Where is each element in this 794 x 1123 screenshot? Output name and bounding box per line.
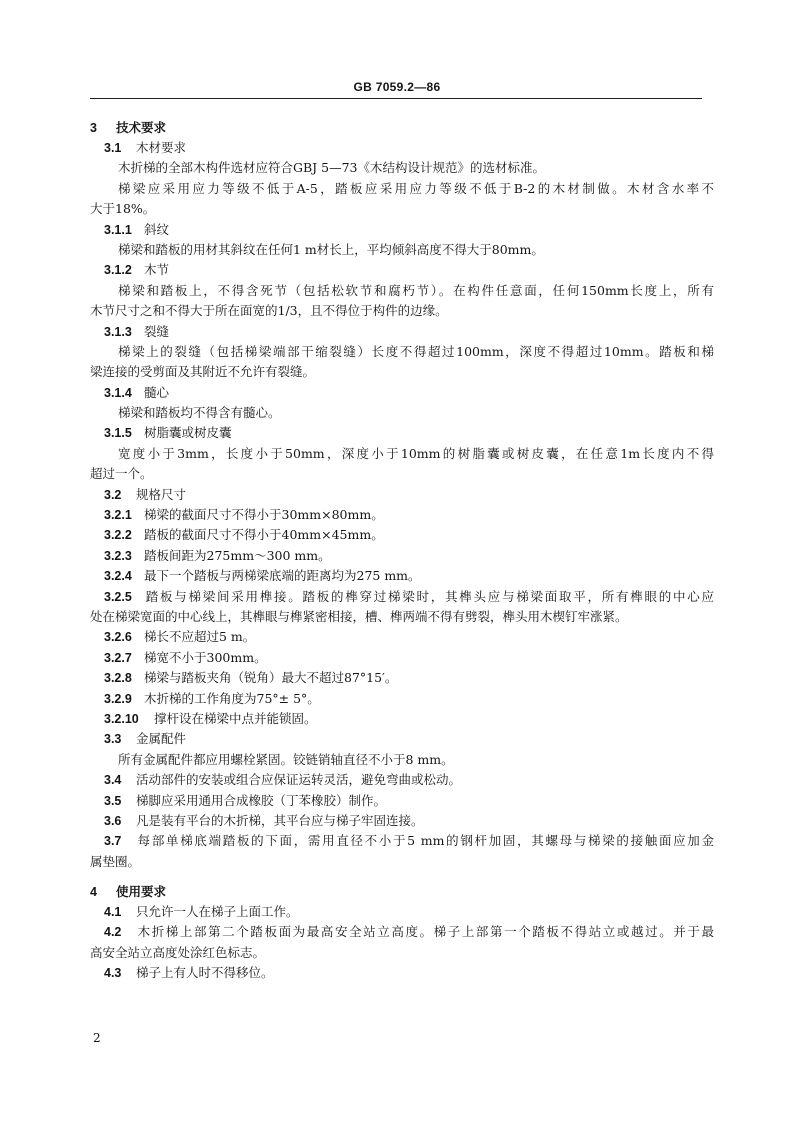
clause-text: 梯梁与踏板夹角（锐角）最大不超过87°15′。: [144, 670, 398, 686]
clause-text: 只允许一人在梯子上面工作。: [136, 904, 299, 920]
clause-text: 梯梁的截面尺寸不得小于30mm×80mm。: [144, 507, 384, 523]
body-text-line: [90, 943, 714, 963]
clause-text: 梯梁和踏板的用材其斜纹在任何1 m材长上，平均倾斜高度不得大于80mm。: [118, 241, 544, 257]
clause-number: 3.1: [104, 141, 122, 155]
clause-text: 梯宽不小于300mm。: [144, 649, 267, 665]
clause-number: 3: [90, 121, 97, 135]
clause-text: 木折梯上部第二个踏板面为最高安全站立高度。梯子上部第一个踏板不得站立或越过。并于最: [136, 924, 714, 940]
clause-number: 3.7: [104, 834, 122, 849]
body-text-line: [90, 362, 714, 382]
clause-text: 梁连接的受剪面及其附近不允许有裂缝。: [90, 364, 316, 380]
clause-number: 3.2.6: [104, 630, 132, 645]
clause-text: 斜纹: [144, 221, 170, 237]
body-text-line: [90, 342, 714, 362]
clause-number: 3.2.3: [104, 548, 132, 563]
clause-text: 树脂囊或树皮囊: [144, 425, 232, 441]
standard-code-header: GB 7059.2—86: [353, 80, 441, 94]
clause-text: 宽度小于3mm，长度小于50mm，深度小于10mm的树脂囊或树皮囊，在任意1m长度内不得: [118, 445, 714, 461]
clause-text: 凡是装有平台的木折梯，其平台应与梯子牢固连接。: [136, 812, 424, 828]
clause-line: [90, 729, 714, 749]
body-text-line: [90, 852, 714, 872]
clause-text: 梯梁应采用应力等级不低于A-5，踏板应采用应力等级不低于B-2的木材制做。木材含水率不: [118, 180, 714, 196]
clause-text: 活动部件的安装或组合应保证运转灵活，避免弯曲或松动。: [136, 772, 462, 788]
clause-line: [90, 902, 714, 922]
clause-text: 使用要求: [116, 885, 167, 900]
clause-number: 3.2.10: [104, 711, 139, 726]
clause-line: [90, 220, 714, 240]
clause-line: [90, 260, 714, 280]
clause-number: 3.1.4: [104, 385, 132, 400]
clause-number: 3.5: [104, 793, 122, 808]
clause-text: 木折梯的全部木构件选材应符合GBJ 5—73《木结构设计规范》的选材标准。: [118, 160, 546, 176]
clause-number: 4.2: [104, 925, 122, 940]
clause-text: 最下一个踏板与两梯梁底端的距离均为275 mm。: [144, 568, 421, 584]
body-text-line: [90, 607, 714, 627]
clause-line: [90, 922, 714, 942]
body-text-line: [90, 281, 714, 301]
clause-number: 3.1.3: [104, 324, 132, 339]
clause-text: 踏板的截面尺寸不得小于40mm×45mm。: [144, 527, 384, 543]
clause-line: [90, 138, 714, 158]
body-text-line: [90, 403, 714, 423]
clause-line: [90, 811, 714, 831]
clause-line: [90, 963, 714, 983]
clause-text: 梯脚应采用通用合成橡胶（丁苯橡胶）制作。: [136, 792, 387, 808]
document-body: [90, 118, 714, 984]
clause-text: 大于18%。: [90, 201, 156, 217]
body-text-line: [90, 301, 714, 321]
body-text-line: [90, 464, 714, 484]
clause-text: 裂缝: [144, 323, 170, 339]
body-text-line: [90, 199, 714, 219]
clause-line: [90, 383, 714, 403]
clause-text: 超过一个。: [90, 466, 153, 482]
clause-text: 梯子上有人时不得移位。: [136, 965, 274, 981]
clause-number: 4: [90, 885, 97, 900]
clause-line: [90, 505, 714, 525]
clause-text: 撑杆设在梯梁中点并能锁固。: [154, 710, 317, 726]
clause-number: 3.3: [104, 732, 122, 747]
body-text-line: [90, 240, 714, 260]
clause-line: [90, 322, 714, 342]
clause-line: [90, 566, 714, 586]
clause-number: 3.2.5: [104, 589, 132, 604]
clause-text: 梯长不应超过5 m。: [144, 629, 256, 645]
clause-line: [90, 791, 714, 811]
clause-number: 3.2.8: [104, 671, 132, 686]
clause-text: 木节尺寸之和不得大于所在面宽的1/3，且不得位于构件的边缘。: [90, 303, 448, 319]
clause-line: [90, 648, 714, 668]
clause-number: 3.2.2: [104, 528, 132, 543]
clause-line: [90, 525, 714, 545]
clause-text: 木节: [144, 262, 170, 278]
section-heading: [90, 882, 714, 902]
clause-number: 4.3: [104, 966, 122, 981]
clause-line: [90, 546, 714, 566]
body-text-line: [90, 444, 714, 464]
clause-text: 踏板与梯梁间采用榫接。踏板的榫穿过梯梁时，其榫头应与梯梁面取平，所有榫眼的中心应: [144, 588, 714, 604]
clause-text: 处在梯梁宽面的中心线上，其榫眼与榫紧密相接，槽、榫两端不得有劈裂，榫头用木楔钉牢涨紧。: [90, 608, 628, 624]
clause-line: [90, 668, 714, 688]
body-text-line: [90, 750, 714, 770]
clause-number: 3.6: [104, 813, 122, 828]
clause-number: 3.2.7: [104, 650, 132, 665]
clause-number: 3.2.4: [104, 569, 132, 584]
clause-line: [90, 689, 714, 709]
clause-text: 梯梁和踏板均不得含有髓心。: [118, 405, 281, 421]
clause-text: 金属配件: [136, 731, 187, 747]
clause-line: [90, 709, 714, 729]
clause-text: 所有金属配件都应用螺栓紧固。铰链销轴直径不小于8 mm。: [118, 751, 454, 767]
clause-number: 3.4: [104, 773, 122, 788]
clause-text: 梯梁上的裂缝（包括梯梁端部干缩裂缝）长度不得超过100mm，深度不得超过10mm。踏板和梯: [118, 343, 714, 359]
clause-number: 3.2.9: [104, 691, 132, 706]
clause-number: 3.1.5: [104, 426, 132, 441]
clause-text: 木材要求: [136, 140, 187, 155]
clause-number: 3.2: [104, 487, 122, 502]
clause-number: 3.1.1: [104, 222, 132, 237]
clause-line: [90, 485, 714, 505]
clause-text: 木折梯的工作角度为75°± 5°。: [144, 690, 320, 706]
page-number: 2: [93, 1031, 101, 1045]
clause-number: 3.1.2: [104, 263, 132, 278]
clause-text: 技术要求: [116, 121, 167, 135]
clause-text: 属垫圈。: [90, 853, 141, 869]
clause-line: [90, 423, 714, 443]
clause-line: [90, 587, 714, 607]
header-rule: [90, 98, 702, 99]
clause-line: [90, 627, 714, 647]
clause-text: 高安全站立高度处涂红色标志。: [90, 944, 266, 960]
clause-line: [90, 831, 714, 851]
body-text-line: [90, 179, 714, 199]
body-text-line: [90, 158, 714, 178]
clause-number: 4.1: [104, 905, 122, 920]
clause-text: 髓心: [144, 384, 170, 400]
clause-number: 3.2.1: [104, 508, 132, 523]
clause-text: 梯梁和踏板上，不得含死节（包括松软节和腐朽节）。在构件任意面，任何150mm长度上，所有: [118, 282, 714, 298]
clause-line: [90, 770, 714, 790]
clause-text: 踏板间距为275mm～300 mm。: [144, 547, 331, 563]
section-heading: [90, 118, 714, 138]
clause-text: 规格尺寸: [136, 486, 187, 502]
clause-text: 每部单梯底端踏板的下面，需用直径不小于5 mm的钢杆加固，其螺母与梯梁的接触面应加金: [136, 833, 714, 849]
